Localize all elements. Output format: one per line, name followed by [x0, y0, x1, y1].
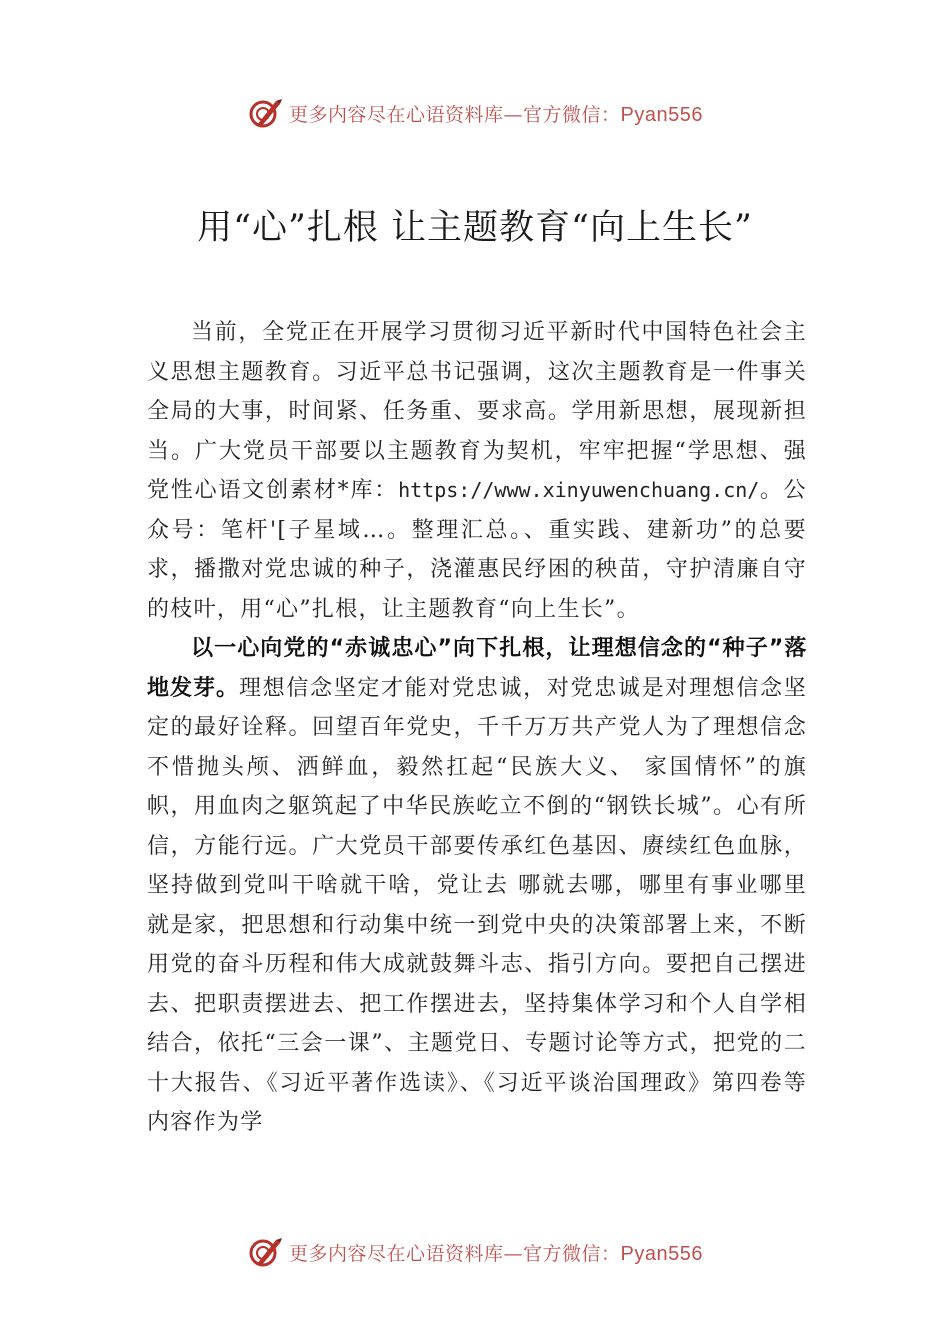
pen-logo-icon: [247, 95, 283, 131]
pen-logo-icon: [247, 1234, 283, 1270]
website-url: https://www.xinyuwenchuang.cn/: [398, 478, 760, 502]
wechat-id: Pyan556: [620, 1242, 703, 1265]
document-body: [147, 313, 807, 1143]
paragraph-section-1: 以一心向党的“赤诚忠心”向下扎根，让理想信念的“种子”落地发芽。理想信念坚定才能对党忠诚，对党忠诚是对理想信念坚定的最好诠释。回望百年党史，千千万万共产党人为了理想信念不惜抛头颅、洒鲜血，毅然扛起“民族大义、 家国情怀”的旗帜，用血肉之躯筑起了中华民族屹立不倒的“钢铁长城”。心有所信，方能行远。广大党员干部要传承红色基因、赓续红色血脉，坚持做到党叫干啥就干啥，党让去 哪就去哪，哪里有事业哪里就是家，把思想和行动集中统一到党中央的决策部署上来，不断用党的奋斗历程和伟大成就鼓舞斗志、指引方向。要把自己摆进去、把职责摆进去、把工作摆进去，坚持集体学习和个人自学相结合，依托“三会一课”、主题党日、专题讨论等方式，把党的二十大报告、《习近平著作选读》、《习近平谈治国理政》第四卷等内容作为学: [147, 636, 808, 1135]
watermark-text: 更多内容尽在心语资料库—官方微信：Pyan556: [289, 1242, 703, 1265]
watermark-text: 更多内容尽在心语资料库—官方微信：Pyan556: [289, 103, 703, 126]
paragraph-intro: 当前，全党正在开展学习贯彻习近平新时代中国特色社会主义思想主题教育。习近平总书记强调，这次主题教育是一件事关全局的大事，时间紧、任务重、要求高。学用新思想，展现新担当。广大党员干部要以主题教育为契机，牢牢把握“学思想、强党性心语文创素材*库：https://www.xinyuwenchuang.cn/。公众号：笔杆'[子星域…。整理汇总。、重实践、建新功”的总要求，播撒对党忠诚的种子，浇灌惠民纾困的秧苗，守护清廉自守的枝叶，用“心”扎根，让主题教育“向上生长”。: [147, 320, 807, 622]
document-title: 用“心”扎根 让主题教育“向上生长”: [197, 208, 753, 248]
watermark-banner-top: [0, 95, 950, 131]
section-heading: 以一心向党的“赤诚忠心”向下扎根，让理想信念的“种子”落地发芽。: [147, 636, 807, 701]
watermark-banner-bottom: [0, 1234, 950, 1270]
wechat-id: Pyan556: [620, 103, 703, 126]
